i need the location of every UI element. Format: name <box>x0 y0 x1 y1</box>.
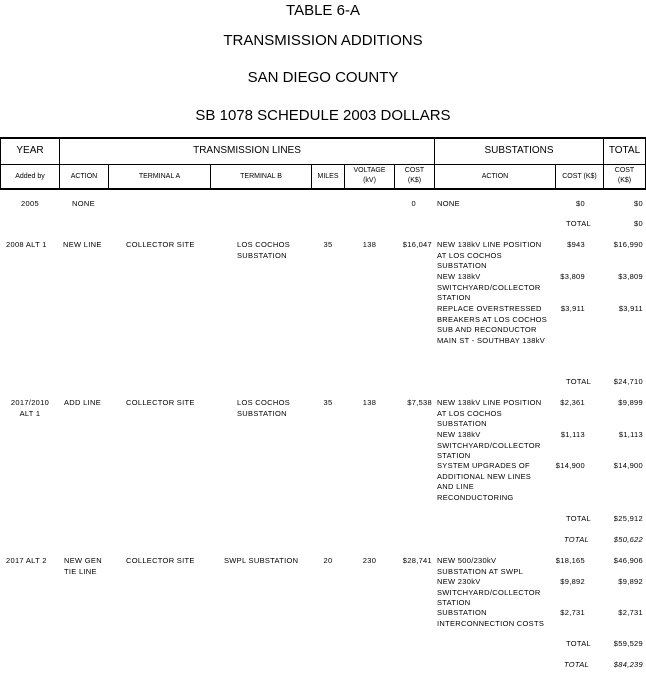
sub-action-line: MAIN ST - SOUTHBAY 138kV <box>437 335 546 345</box>
header-terminal-b: TERMINAL B <box>240 173 282 180</box>
table-number: TABLE 6-A <box>286 2 360 19</box>
row-sub-action: NONE <box>437 199 460 208</box>
header-sub-cost: COST (K$) <box>562 173 597 180</box>
header-year: YEAR <box>16 145 44 156</box>
row-total: $3,809 <box>618 272 643 281</box>
row-cost: $7,538 <box>407 398 432 407</box>
row-year: 2017 ALT 2 <box>6 556 47 565</box>
table-title: TRANSMISSION ADDITIONS <box>223 32 423 49</box>
row-year: 2005 <box>21 199 39 208</box>
header-cost-unit: (K$) <box>407 177 422 184</box>
sub-action-line: NEW 138kV LINE POSITION <box>437 240 542 249</box>
sub-action-line: AT LOS COCHOS <box>437 250 502 260</box>
row-total: $9,892 <box>618 577 643 586</box>
sub-action-line: STATION <box>437 598 471 607</box>
row-action: NONE <box>72 199 95 208</box>
sub-action-line: RECONDUCTORING <box>437 492 514 502</box>
row-total: $1,113 <box>618 430 643 439</box>
row-total: $0 <box>634 199 643 208</box>
row-cost: $28,741 <box>402 556 432 565</box>
grand-total-value: $84,239 <box>613 660 643 669</box>
row-sub-cost: $3,809 <box>560 272 585 281</box>
header-sub-action: ACTION <box>481 173 509 180</box>
header-added-by: Added by <box>15 173 45 180</box>
sub-action-line: STATION <box>437 451 471 460</box>
row-terminal-a: COLLECTOR SITE <box>126 398 195 407</box>
row-total-label: TOTAL <box>566 514 591 523</box>
row-cost: $16,047 <box>402 240 432 249</box>
row-terminal-b-2: SUBSTATION <box>237 408 287 418</box>
sub-action-line: NEW 230kV <box>437 577 481 586</box>
row-total-label: TOTAL <box>566 377 591 386</box>
grand-total-label: TOTAL <box>564 660 589 669</box>
row-sub-cost: $14,900 <box>555 461 585 470</box>
row-cost: 0 <box>411 199 416 208</box>
header-action: ACTION <box>70 173 98 180</box>
row-sub-cost: $1,113 <box>560 430 585 439</box>
row-terminal-b: LOS COCHOS <box>237 398 291 407</box>
sub-action-line: REPLACE OVERSTRESSED <box>437 304 542 313</box>
row-total: $46,906 <box>613 556 643 565</box>
row-miles: 35 <box>323 398 333 407</box>
header-cost: COST <box>404 167 425 174</box>
header-miles: MILES <box>317 173 339 180</box>
grand-total-value: $50,622 <box>613 535 643 544</box>
row-total-value: $24,710 <box>613 377 643 386</box>
row-sub-cost: $3,911 <box>560 304 585 313</box>
row-sub-cost: $18,165 <box>555 556 585 565</box>
row-action: NEW LINE <box>63 240 102 249</box>
sub-action-line: SUBSTATION <box>437 608 487 617</box>
row-total: $2,731 <box>618 608 643 617</box>
sub-action-line: BREAKERS AT LOS COCHOS <box>437 314 548 324</box>
row-year: 2017/2010 <box>10 398 50 407</box>
row-terminal-a: COLLECTOR SITE <box>126 240 195 249</box>
table-subtitle-schedule: SB 1078 SCHEDULE 2003 DOLLARS <box>195 107 451 124</box>
table-header <box>0 137 646 190</box>
header-transmission-lines: TRANSMISSION LINES <box>193 145 301 156</box>
header-voltage: VOLTAGE <box>353 167 386 174</box>
row-action: NEW GEN <box>64 556 102 565</box>
row-total: $9,899 <box>618 398 643 407</box>
sub-action-line: SUBSTATION AT SWPL <box>437 566 524 576</box>
sub-action-line: INTERCONNECTION COSTS <box>437 618 545 628</box>
table-subtitle-county: SAN DIEGO COUNTY <box>247 69 399 86</box>
row-action-2: TIE LINE <box>64 566 97 576</box>
row-voltage: 230 <box>362 556 377 565</box>
header-total-cost: COST <box>614 167 635 174</box>
row-sub-cost: $0 <box>576 199 585 208</box>
sub-action-line: AND LINE <box>437 482 474 491</box>
sub-action-line: AT LOS COCHOS <box>437 408 502 418</box>
header-total-cost-unit: (K$) <box>617 177 632 184</box>
row-year: 2008 ALT 1 <box>6 240 47 249</box>
header-total: TOTAL <box>608 145 641 156</box>
row-total-value: $25,912 <box>613 514 643 523</box>
sub-action-line: SUBSTATION <box>437 419 487 428</box>
row-action: ADD LINE <box>64 398 101 407</box>
sub-action-line: SWITCHYARD/COLLECTOR <box>437 440 541 450</box>
sub-action-line: SYSTEM UPGRADES OF <box>437 461 530 470</box>
row-total-label: TOTAL <box>566 639 591 648</box>
row-sub-cost: $9,892 <box>560 577 585 586</box>
row-total: $16,990 <box>613 240 643 249</box>
row-terminal-b: LOS COCHOS <box>237 240 291 249</box>
sub-action-line: SUB AND RECONDUCTOR <box>437 325 537 334</box>
row-sub-cost: $2,361 <box>560 398 585 407</box>
sub-action-line: NEW 500/230kV <box>437 556 497 565</box>
header-terminal-a: TERMINAL A <box>138 173 181 180</box>
row-year-2: ALT 1 <box>19 408 41 418</box>
sub-action-line: NEW 138kV <box>437 272 481 281</box>
row-total-value: $59,529 <box>613 639 643 648</box>
row-terminal-a: COLLECTOR SITE <box>126 556 195 565</box>
row-voltage: 138 <box>362 398 377 407</box>
row-miles: 20 <box>323 556 333 565</box>
sub-action-line: NEW 138kV LINE POSITION <box>437 398 542 407</box>
row-sub-cost: $943 <box>567 240 585 249</box>
sub-action-line: NEW 138kV <box>437 430 481 439</box>
row-terminal-b: SWPL SUBSTATION <box>224 556 299 565</box>
row-miles: 35 <box>323 240 333 249</box>
sub-action-line: SUBSTATION <box>437 261 487 270</box>
row-total: $14,900 <box>613 461 643 470</box>
row-total-value: $0 <box>634 219 643 228</box>
header-substations: SUBSTATIONS <box>484 145 554 156</box>
header-voltage-unit: (kV) <box>363 177 376 184</box>
sub-action-line: SWITCHYARD/COLLECTOR <box>437 587 541 597</box>
row-sub-cost: $2,731 <box>560 608 585 617</box>
row-terminal-b-2: SUBSTATION <box>237 251 287 260</box>
sub-action-line: STATION <box>437 293 471 302</box>
row-total-label: TOTAL <box>566 219 591 228</box>
grand-total-label: TOTAL <box>564 535 589 544</box>
row-voltage: 138 <box>362 240 377 249</box>
row-total: $3,911 <box>618 304 643 313</box>
sub-action-line: SWITCHYARD/COLLECTOR <box>437 282 541 292</box>
sub-action-line: ADDITIONAL NEW LINES <box>437 471 532 481</box>
